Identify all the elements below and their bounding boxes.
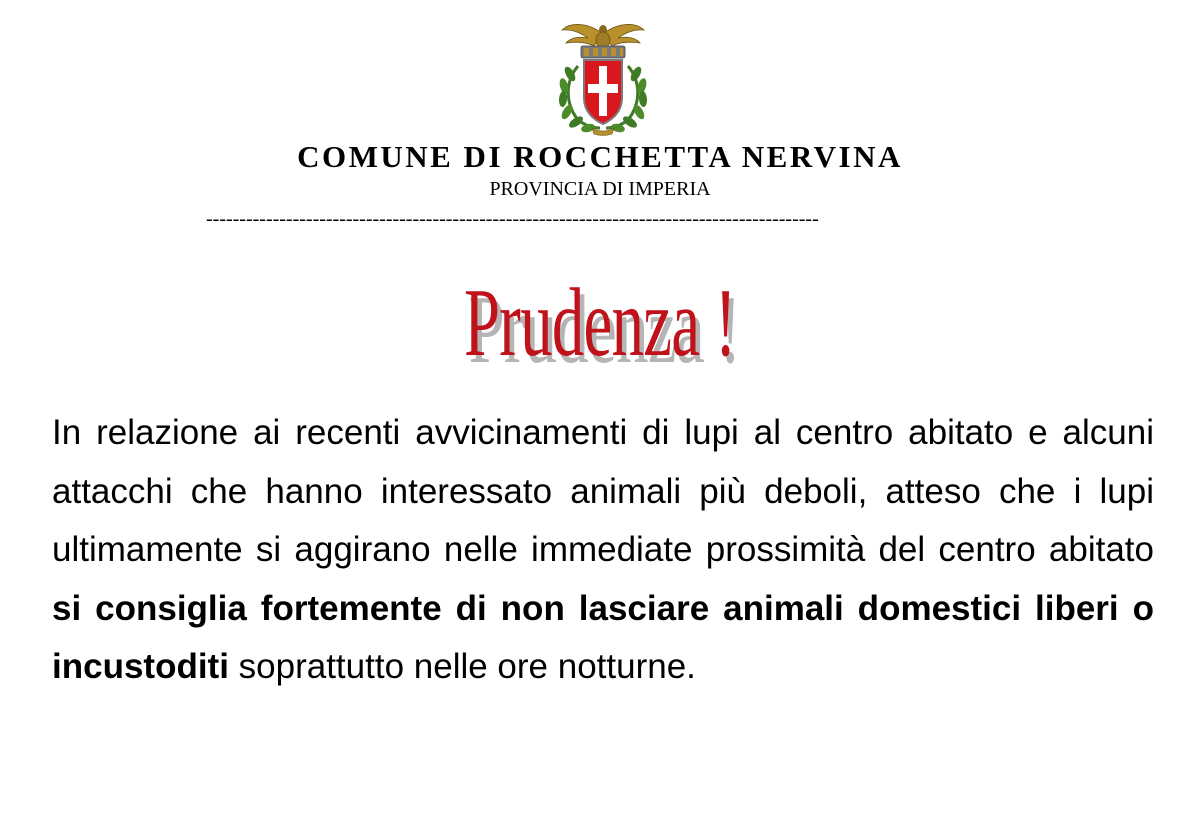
headline-container [0,268,1200,388]
dashed-divider: -------------------------------------------------------------------------------------------- [206,208,819,230]
notice-body-outro: soprattutto nelle ore notturne. [228,647,696,686]
municipality-name: COMUNE DI ROCCHETTA NERVINA [297,139,903,174]
municipal-crest-icon [548,16,658,136]
notice-body-intro: In relazione ai recenti avvicinamenti di lupi al centro abitato e alcuni attacchi che hanno interessato animali più deboli, atteso che i lupi ultimamente si aggirano nelle immediate prossimità del centro abitato [52,413,1154,569]
notice-headline: Prudenza ! [464,269,736,377]
notice-body-emphasis: si consiglia fortemente di non lasciare animali domestici liberi o incustoditi [52,588,1154,686]
notice-body [52,404,1154,697]
province-name: PROVINCIA DI IMPERIA [489,178,711,200]
